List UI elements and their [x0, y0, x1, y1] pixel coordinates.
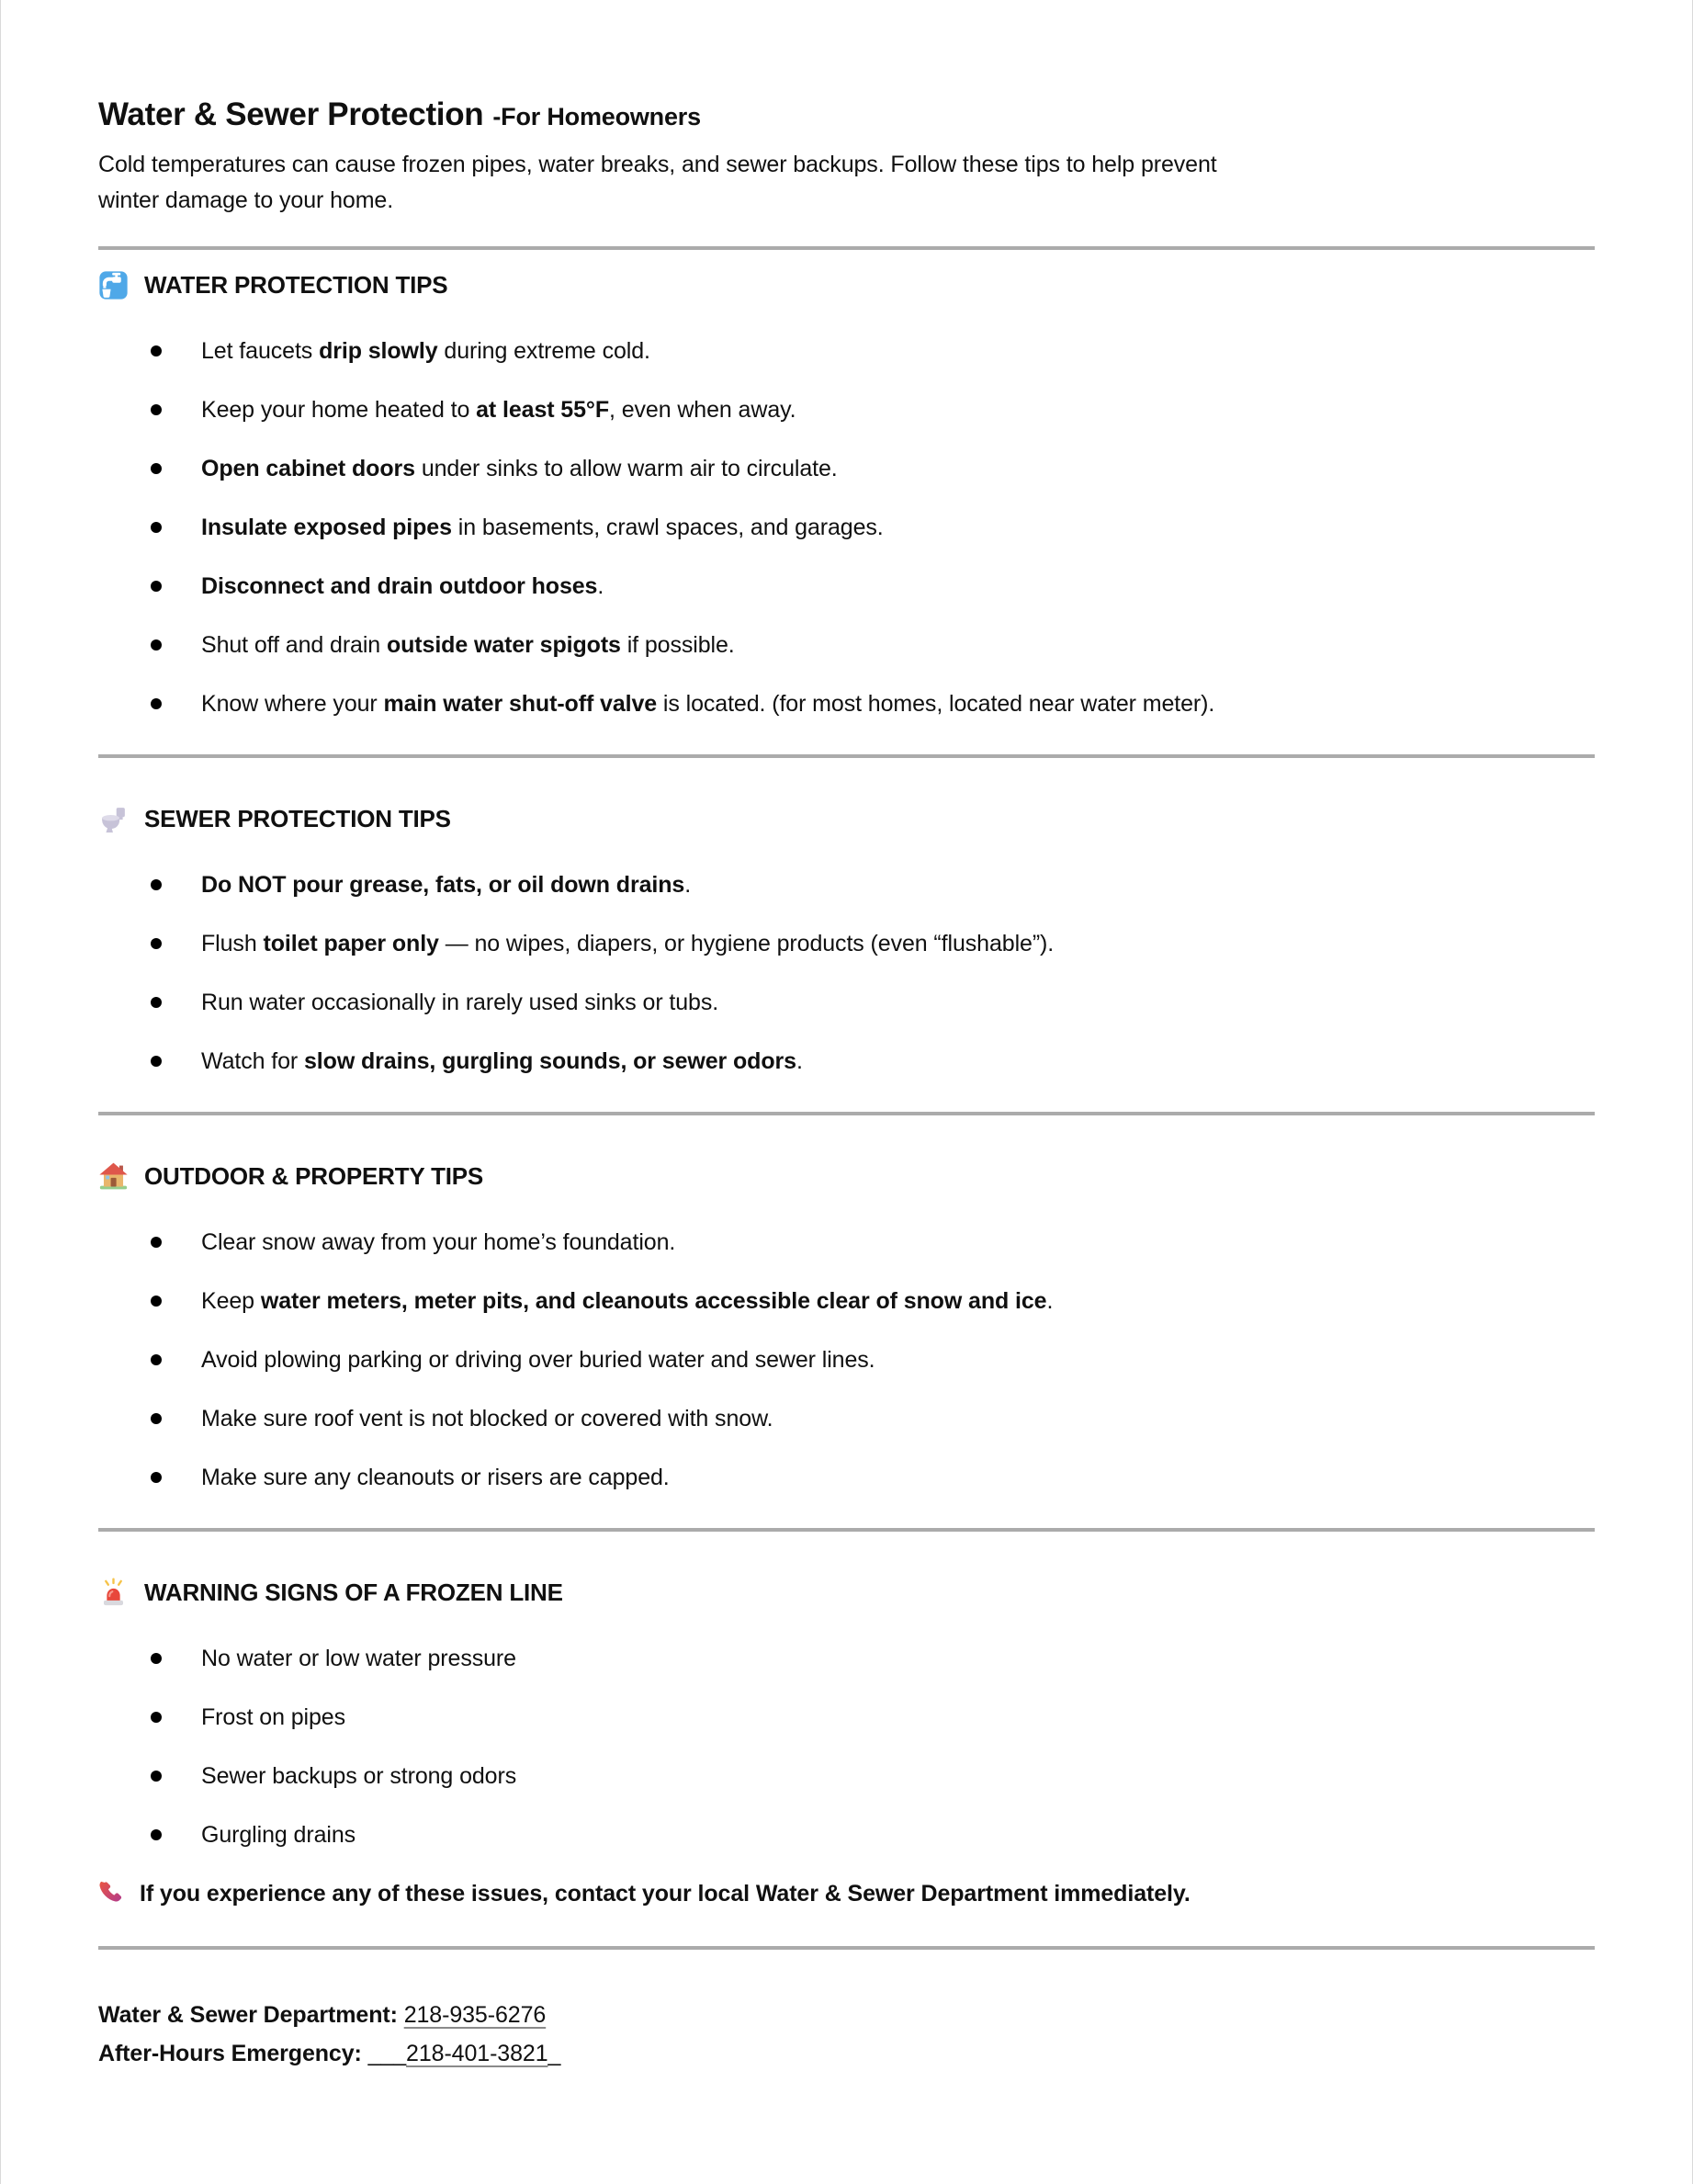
tips-list	[98, 867, 1595, 1079]
section-divider	[98, 754, 1595, 758]
contact-label: Water & Sewer Department:	[98, 2002, 398, 2028]
tip-item: Shut off and drain outside water spigots if possible.	[98, 628, 1595, 662]
section-header	[98, 270, 1595, 300]
section-header	[98, 804, 1595, 834]
sections	[98, 246, 1595, 1852]
section-title: WATER PROTECTION TIPS	[144, 271, 448, 299]
emergency-notice	[98, 1876, 1595, 1911]
tip-item: Make sure roof vent is not blocked or covered with snow.	[98, 1401, 1595, 1436]
section-water-protection	[98, 246, 1595, 721]
intro-paragraph	[98, 147, 1595, 219]
tip-item: Clear snow away from your home’s foundation.	[98, 1225, 1595, 1260]
tip-item: Run water occasionally in rarely used sinks or tubs.	[98, 985, 1595, 1020]
tip-item: Keep your home heated to at least 55°F, even when away.	[98, 392, 1595, 427]
tip-item: Make sure any cleanouts or risers are capped.	[98, 1460, 1595, 1495]
tips-list	[98, 1641, 1595, 1852]
tips-list	[98, 1225, 1595, 1495]
section-outdoor-property	[98, 1112, 1595, 1495]
tip-item: Frost on pipes	[98, 1700, 1595, 1735]
faucet-icon	[98, 270, 129, 300]
tip-item: Gurgling drains	[98, 1817, 1595, 1852]
siren-icon	[98, 1578, 129, 1608]
intro-line-1: Cold temperatures can cause frozen pipes, water breaks, and sewer backups. Follow these tips to help prevent	[98, 152, 1217, 177]
notice-icon-slot	[98, 1880, 127, 1908]
tip-item: No water or low water pressure	[98, 1641, 1595, 1676]
tip-item: Let faucets drip slowly during extreme cold.	[98, 334, 1595, 368]
toilet-icon	[98, 804, 129, 834]
house-icon	[98, 1161, 129, 1192]
tip-item: Sewer backups or strong odors	[98, 1759, 1595, 1794]
section-title: OUTDOOR & PROPERTY TIPS	[144, 1162, 484, 1190]
page-title	[98, 96, 1595, 134]
tip-item: Keep water meters, meter pits, and cleanouts accessible clear of snow and ice.	[98, 1284, 1595, 1318]
phone-icon	[98, 1880, 127, 1908]
section-sewer-protection	[98, 754, 1595, 1079]
section-icon-slot	[98, 1578, 129, 1608]
notice-text: If you experience any of these issues, contact your local Water & Sewer Department immediately.	[140, 1881, 1191, 1907]
section-title: SEWER PROTECTION TIPS	[144, 805, 451, 832]
page-title-subtitle: -For Homeowners	[492, 103, 701, 130]
section-icon-slot	[98, 1161, 129, 1192]
section-divider	[98, 246, 1595, 250]
section-icon-slot	[98, 804, 129, 834]
section-warning-signs	[98, 1528, 1595, 1852]
phone-number[interactable]: 218-935-6276	[403, 2002, 547, 2028]
tip-item: Flush toilet paper only — no wipes, diapers, or hygiene products (even “flushable”).	[98, 926, 1595, 961]
phone-number[interactable]: 218-401-3821	[406, 2041, 548, 2066]
contact-line	[98, 1996, 1595, 2034]
section-title: WARNING SIGNS OF A FROZEN LINE	[144, 1579, 563, 1606]
intro-line-2: winter damage to your home.	[98, 187, 394, 213]
tip-item: Disconnect and drain outdoor hoses.	[98, 569, 1595, 604]
contact-line: After-Hours Emergency: ___218-401-3821_	[98, 2041, 561, 2066]
tip-item: Insulate exposed pipes in basements, crawl spaces, and garages.	[98, 510, 1595, 545]
tip-item: Know where your main water shut-off valve is located. (for most homes, located near water meter).	[98, 686, 1595, 721]
tip-item: Watch for slow drains, gurgling sounds, or sewer odors.	[98, 1044, 1595, 1079]
section-divider	[98, 1112, 1595, 1115]
tip-item: Do NOT pour grease, fats, or oil down drains.	[98, 867, 1595, 902]
tips-list	[98, 334, 1595, 721]
footer-divider	[98, 1946, 1595, 1950]
tip-item: Avoid plowing parking or driving over buried water and sewer lines.	[98, 1342, 1595, 1377]
page-title-main: Water & Sewer Protection	[98, 96, 484, 132]
section-icon-slot	[98, 270, 129, 300]
contact-label: After-Hours Emergency:	[98, 2041, 362, 2066]
tip-item: Open cabinet doors under sinks to allow warm air to circulate.	[98, 451, 1595, 486]
section-header	[98, 1578, 1595, 1608]
section-header	[98, 1161, 1595, 1192]
section-divider	[98, 1528, 1595, 1532]
contact-info	[98, 1996, 1595, 2073]
